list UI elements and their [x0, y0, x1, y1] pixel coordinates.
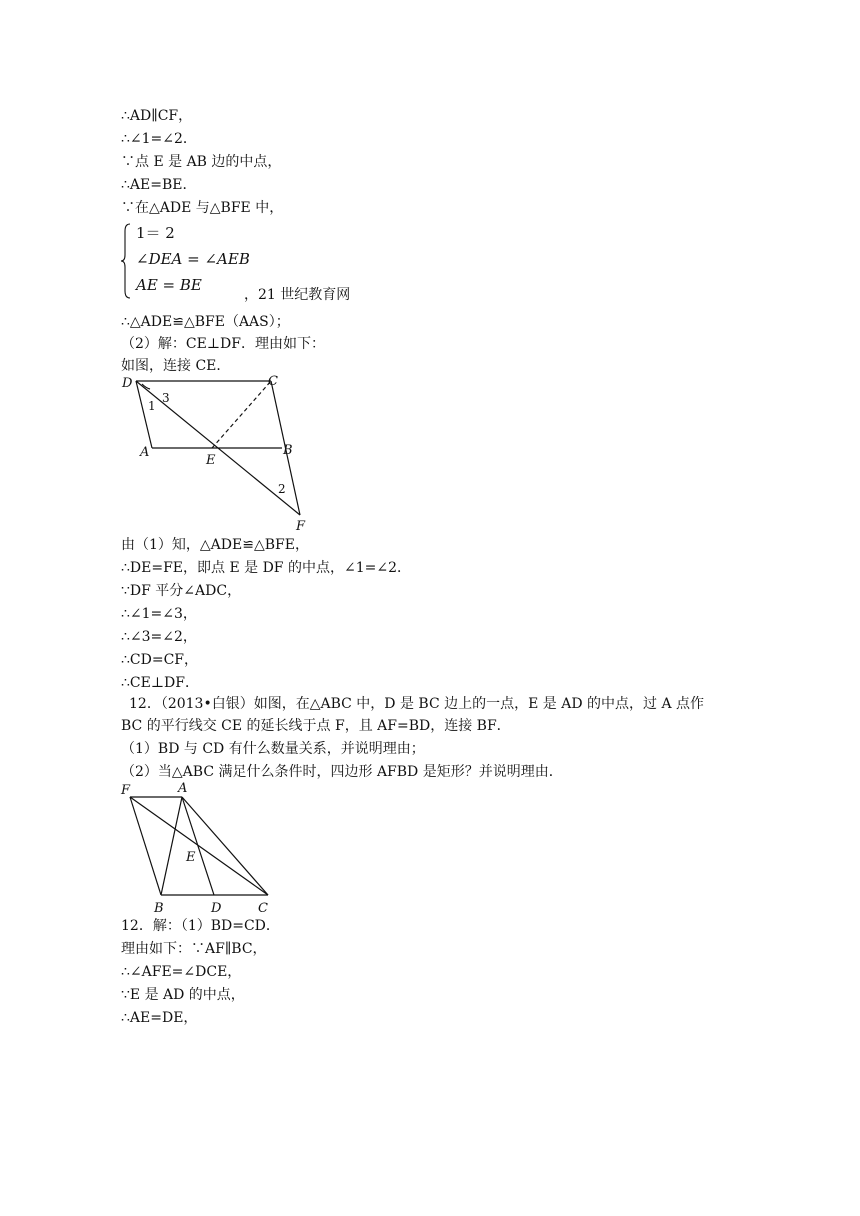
- label-C: C: [268, 374, 278, 389]
- label-A: A: [140, 445, 150, 460]
- proof-line: ∴CE⊥DF．: [121, 675, 199, 691]
- proof-line: ∵在△ADE 与△BFE 中，: [121, 200, 284, 216]
- label-angle-2: 2: [278, 482, 286, 496]
- brace-icon: [121, 223, 131, 299]
- figure-parallelogram-1: [116, 372, 316, 536]
- watermark-note: ，21 世纪教育网: [244, 287, 351, 303]
- proof-line: 由（1）知，△ADE≌△BFE，: [121, 537, 309, 553]
- system-equation-3: AE = BE: [136, 276, 202, 294]
- solution-line: ∴AE=DE，: [121, 1010, 198, 1026]
- proof-line: ∴∠1=∠3，: [121, 606, 197, 622]
- proof-line: ∴∠1=∠2．: [121, 131, 197, 147]
- figure-quadrilateral-2: [116, 778, 286, 914]
- proof-line: ∴CD=CF，: [121, 652, 198, 668]
- label-E: E: [186, 850, 196, 865]
- proof-line: ∴AE=BE．: [121, 177, 197, 193]
- label-E: E: [206, 453, 216, 468]
- proof-line: ∵点 E 是 AB 边的中点，: [121, 154, 282, 170]
- proof-line: ∴△ADE≌△BFE（AAS）；: [121, 314, 290, 330]
- solution-line: 12．解：（1）BD=CD．: [121, 918, 280, 934]
- label-B: B: [283, 443, 293, 458]
- label-D: D: [122, 376, 133, 391]
- solution-line: 理由如下：∵AF∥BC，: [121, 941, 267, 957]
- label-C: C: [258, 901, 268, 914]
- solution-line: ∵E 是 AD 的中点，: [121, 987, 245, 1003]
- label-F: F: [296, 519, 306, 534]
- proof-line: ∴∠3=∠2，: [121, 629, 197, 645]
- label-B: B: [154, 901, 164, 914]
- label-angle-1: 1: [148, 399, 156, 413]
- system-equation-1: 1＝ 2: [136, 224, 175, 242]
- label-F: F: [121, 783, 131, 798]
- problem-12-question-2: （2）当△ABC 满足什么条件时，四边形 AFBD 是矩形？并说明理由．: [121, 764, 563, 780]
- label-A: A: [178, 781, 188, 796]
- proof-line: ∵DF 平分∠ADC，: [121, 583, 242, 599]
- problem-12-question-1: （1）BD 与 CD 有什么数量关系，并说明理由；: [121, 741, 425, 757]
- proof-line: 如图，连接 CE．: [121, 358, 231, 374]
- proof-line: ∴DE=FE，即点 E 是 DF 的中点，∠1=∠2．: [121, 560, 411, 576]
- solution-line: ∴∠AFE=∠DCE，: [121, 964, 242, 980]
- label-D: D: [211, 901, 222, 914]
- problem-12-statement-cont: BC 的平行线交 CE 的延长线于点 F，且 AF=BD，连接 BF．: [121, 718, 511, 734]
- proof-line: （2）解：CE⊥DF．理由如下：: [121, 336, 325, 352]
- problem-12-statement: 12．（2013•白银）如图，在△ABC 中，D 是 BC 边上的一点，E 是 AD 的中点，过 A 点作: [129, 696, 705, 712]
- proof-line: ∴AD∥CF，: [121, 108, 193, 124]
- system-equation-2: ∠DEA = ∠AEB: [136, 250, 250, 268]
- label-angle-3: 3: [162, 391, 170, 405]
